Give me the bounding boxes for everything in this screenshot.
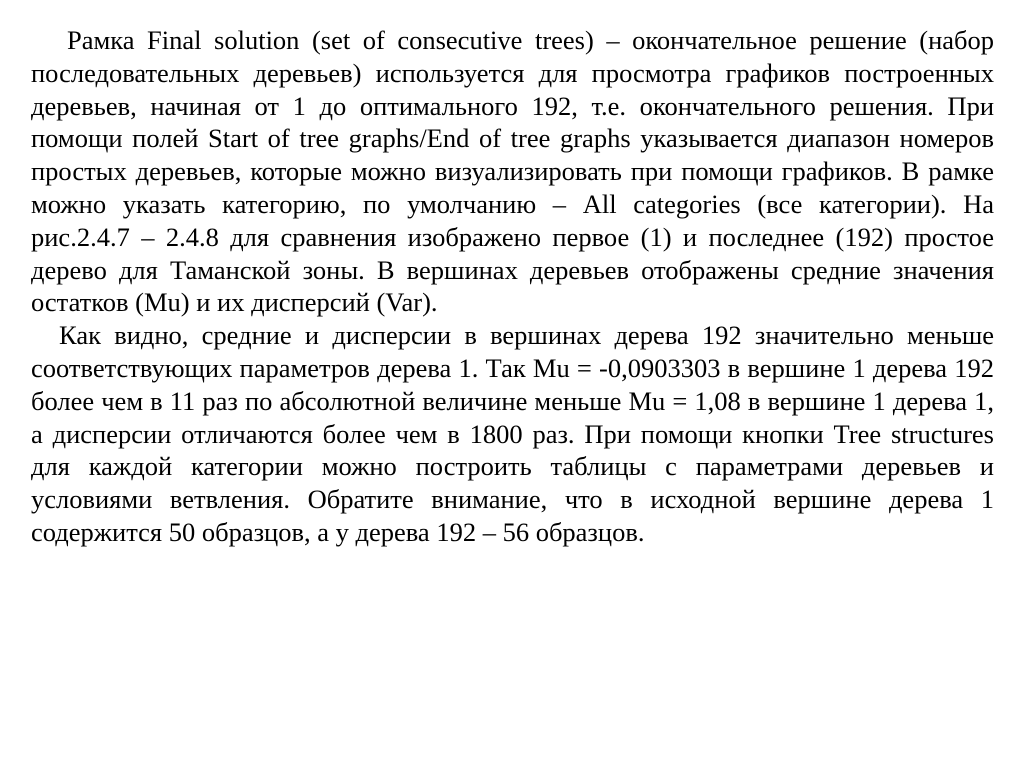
paragraph-final-solution: Рамка Final solution (set of consecutive trees) – окончательное решение (набор последовательных деревьев) используется для просмотра графиков построенных деревьев, начиная от 1 до оптимального 192, т.е. окончательного решения. При помощи полей Start of tree graphs/End of tree graphs указывается диапазон номеров простых деревьев, которые можно визуализировать при помощи графиков. В рамке можно указать категорию, по умолчанию – All categories (все категории). На рис.2.4.7 – 2.4.8 для сравнения изображено первое (1) и последнее (192) простое дерево для Таманской зоны. В вершинах деревьев отображены средние значения остатков (Mu) и их дисперсий (Var). [31, 25, 994, 318]
paragraph-comparison: Как видно, средние и дисперсии в вершинах дерева 192 значительно меньше соответствующих параметров дерева 1. Так Mu = -0,0903303 в вершине 1 дерева 192 более чем в 11 раз по абсолютной величине меньше Mu = 1,08 в вершине 1 дерева 1, а дисперсии отличаются более чем в 1800 раз. При помощи кнопки Tree structures для каждой категории можно построить таблицы с параметрами деревьев и условиями ветвления. Обратите внимание, что в исходной вершине дерева 1 содержится 50 образцов, а у дерева 192 – 56 образцов. [31, 320, 994, 547]
document-body [31, 24, 994, 549]
